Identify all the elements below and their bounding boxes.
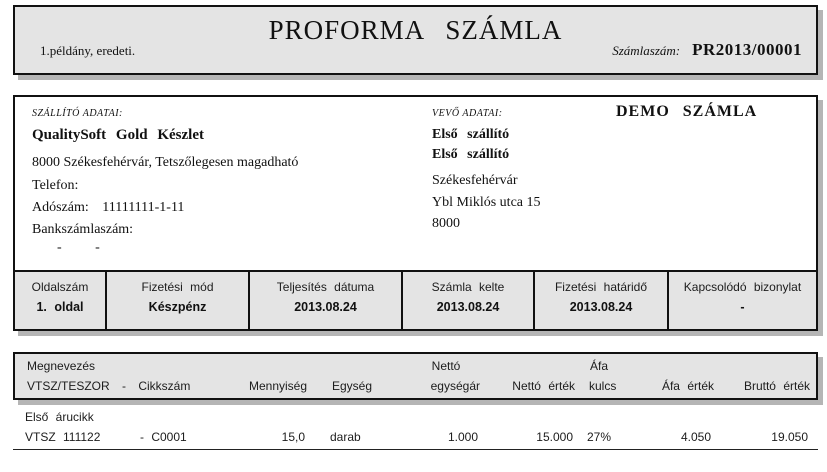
demo-invoice-mark: DEMO SZÁMLA	[616, 103, 758, 120]
item-row-divider	[13, 449, 818, 450]
item-net-unit-price: 1.000	[447, 430, 478, 444]
payment-method-value: Készpénz	[148, 300, 207, 314]
supplier-section-label: SZÁLLÍTÓ ADATAI:	[32, 108, 123, 119]
item-quantity: 15,0	[281, 430, 305, 444]
supplier-tax-row	[32, 200, 184, 216]
item-article-number: - C0001	[140, 430, 187, 444]
items-table-header	[13, 352, 818, 400]
info-cell-related-document	[667, 272, 816, 329]
supplier-address: 8000 Székesfehérvár, Tetszőlegesen magadható	[32, 155, 299, 170]
buyer-street: Ybl Miklós utca 15	[432, 195, 541, 210]
invoice-title-panel	[13, 5, 818, 75]
column-header-unit: Egység	[332, 379, 373, 393]
payment-deadline-value: 2013.08.24	[569, 300, 633, 314]
buyer-name-line2: Első szállító	[432, 147, 510, 162]
item-vat-value: 4.050	[680, 430, 711, 444]
column-header-vat-line2: kulcs	[589, 379, 617, 393]
supplier-bank-number: - -	[57, 240, 100, 255]
info-cell-fulfillment-date	[248, 272, 401, 329]
payment-method-label: Fizetési mód	[141, 280, 214, 294]
payment-deadline-label: Fizetési határidő	[554, 280, 648, 294]
buyer-zip: 8000	[432, 216, 460, 231]
buyer-city: Székesfehérvár	[432, 173, 518, 188]
column-header-vat-value: Áfa érték	[661, 379, 714, 393]
invoice-number-label: Számlaszám:	[612, 43, 681, 58]
item-vtsz-code: VTSZ 111122	[25, 430, 101, 444]
buyer-section-label: VEVŐ ADATAI:	[432, 108, 503, 119]
column-header-net-value: Nettó érték	[512, 379, 575, 393]
invoice-number-value: PR2013/00001	[692, 40, 802, 59]
column-header-vat-line1: Áfa	[590, 359, 609, 373]
item-gross-value: 19.050	[771, 430, 808, 444]
column-header-code: VTSZ/TESZOR - Cikkszám	[27, 379, 191, 393]
column-header-net-unit-price-line2: egységár	[430, 379, 480, 393]
item-unit: darab	[330, 430, 361, 444]
supplier-tax-number: 11111111-1-11	[102, 200, 185, 215]
fulfillment-date-label: Teljesítés dátuma	[276, 280, 375, 294]
page-number-value: 1. oldal	[36, 300, 84, 314]
item-vat-rate: 27%	[587, 430, 612, 444]
related-document-label: Kapcsolódó bizonylat	[683, 280, 802, 294]
related-document-value: -	[740, 300, 745, 314]
item-net-value: 15.000	[536, 430, 573, 444]
buyer-name-line1: Első szállító	[432, 127, 510, 142]
info-cell-page	[15, 272, 105, 329]
supplier-name: QualitySoft Gold Készlet	[32, 127, 204, 143]
invoice-number-group	[612, 40, 802, 60]
column-header-name: Megnevezés	[27, 359, 96, 373]
column-header-quantity: Mennyiség	[248, 379, 307, 393]
fulfillment-date-value: 2013.08.24	[294, 300, 357, 314]
parties-panel	[13, 95, 818, 331]
info-cell-invoice-date	[401, 272, 533, 329]
item-name: Első árucikk	[25, 410, 94, 424]
info-cell-payment-deadline	[533, 272, 667, 329]
invoice-info-bar	[15, 270, 816, 329]
column-header-net-unit-price-line1: Nettó	[431, 359, 461, 373]
copy-note: 1.példány, eredeti.	[40, 43, 136, 58]
page-number-label: Oldalszám	[31, 280, 89, 294]
column-header-gross-value: Bruttó érték	[743, 379, 810, 393]
info-cell-payment-method	[105, 272, 248, 329]
invoice-date-label: Számla kelte	[431, 280, 505, 294]
supplier-phone-label: Telefon:	[32, 178, 79, 193]
supplier-bank-label: Bankszámlaszám:	[32, 222, 134, 237]
supplier-tax-label: Adószám:	[32, 200, 89, 215]
invoice-date-value: 2013.08.24	[436, 300, 500, 314]
invoice-title: PROFORMA SZÁMLA	[268, 15, 563, 45]
